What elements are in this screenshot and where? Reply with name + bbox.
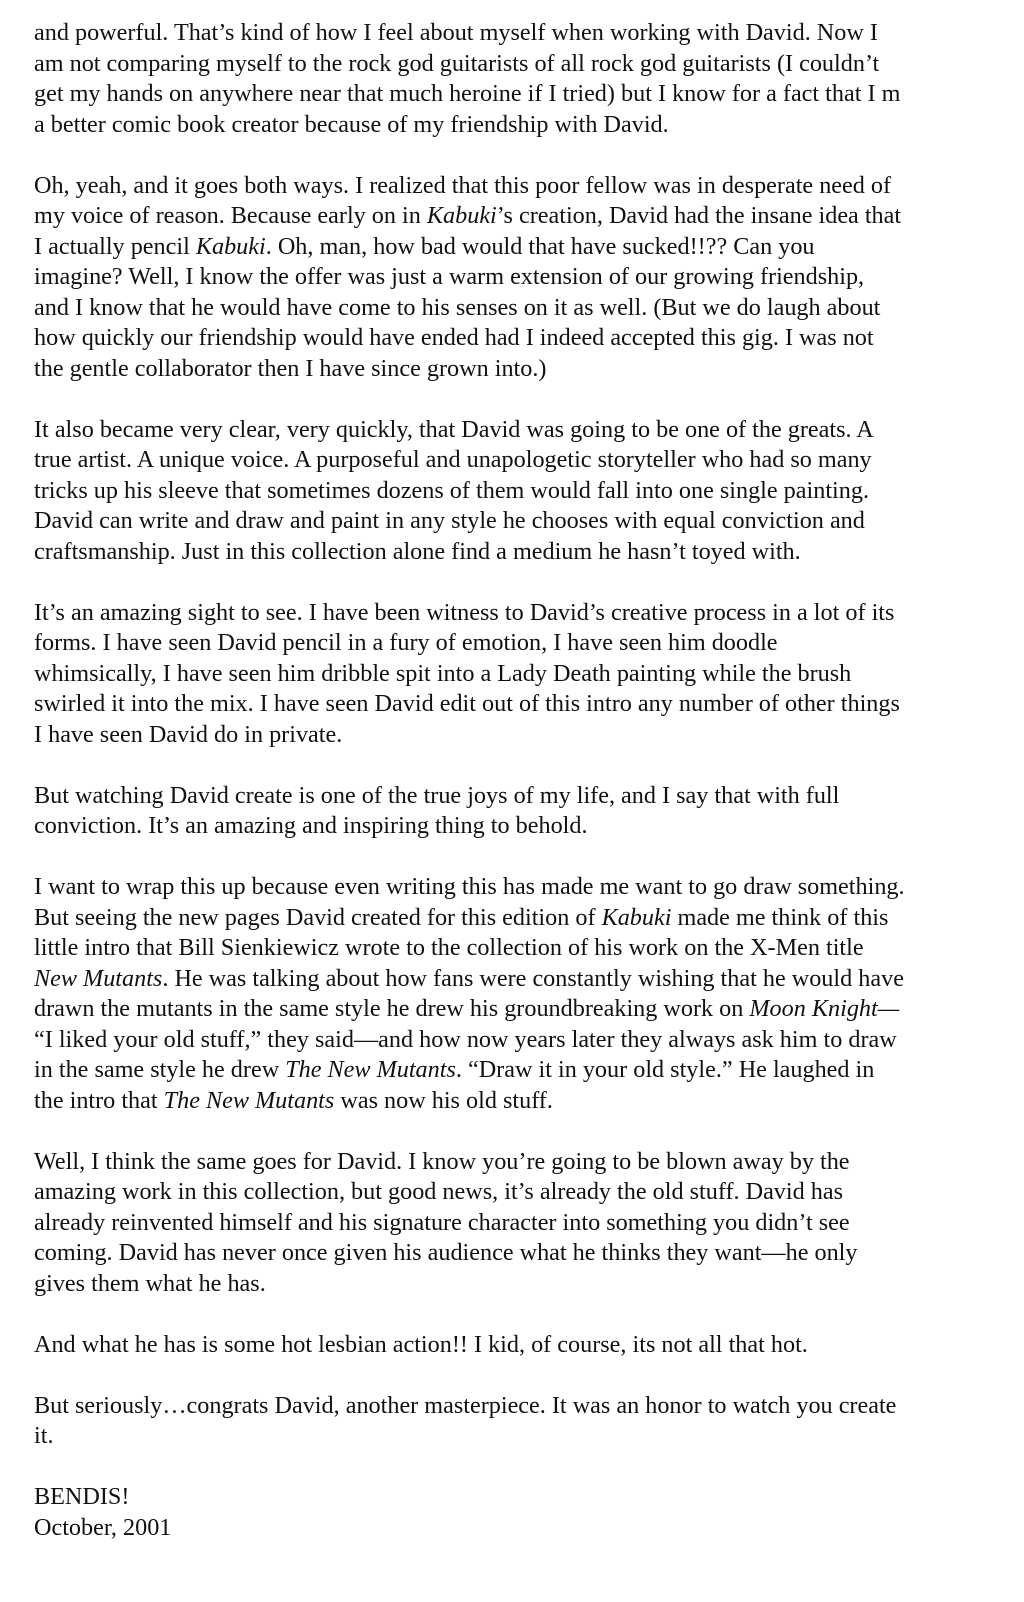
text-segment: already reinvented himself and his signature character into something you didn’t see: [34, 1208, 850, 1236]
text-line: [34, 476, 984, 507]
text-segment: it.: [34, 1422, 54, 1449]
text-line: [34, 232, 984, 263]
text-line: [34, 720, 984, 751]
text-line: [34, 994, 984, 1025]
signature-block: [34, 1482, 984, 1543]
text-line: [34, 262, 984, 293]
text-line: [34, 18, 984, 49]
text-segment: craftsmanship. Just in this collection alone find a medium he hasn’t toyed with.: [34, 537, 801, 565]
text-segment: It also became very clear, very quickly, that David was going to be one of the greats. A: [34, 415, 874, 443]
italic-text: New Mutants: [34, 964, 163, 992]
text-segment: I want to wrap this up because even writing this has made me want to go draw something.: [34, 873, 905, 900]
text-segment: amazing work in this collection, but good news, it’s already the old stuff. David has: [34, 1178, 844, 1205]
body-text: [34, 18, 984, 1452]
text-segment: It’s an amazing sight to see. I have been witness to David’s creative process in a lot of its: [34, 598, 895, 626]
text-segment: . Oh, man, how bad would that have sucked!!?? Can you: [265, 232, 815, 260]
paragraph: [34, 1391, 984, 1452]
text-segment: get my hands on anywhere near that much heroine if I tried) but I know for a fact that I m: [34, 80, 901, 107]
text-line: [34, 872, 984, 903]
text-segment: the intro that: [34, 1086, 164, 1114]
text-segment: conviction. It’s an amazing and inspiring thing to behold.: [34, 812, 588, 839]
paragraph: [34, 171, 984, 385]
text-line: [34, 1055, 984, 1086]
text-line: [34, 1025, 984, 1056]
paragraph: [34, 872, 984, 1116]
text-line: [34, 323, 984, 354]
text-segment: am not comparing myself to the rock god guitarists of all rock god guitarists (I couldn’t: [34, 49, 880, 77]
italic-text: Kabuki: [195, 232, 266, 260]
text-line: [34, 49, 984, 80]
text-segment: . He was talking about how fans were constantly wishing that he would have: [162, 964, 904, 992]
text-segment: I actually pencil: [34, 232, 196, 260]
text-line: [34, 415, 984, 446]
paragraph: [34, 415, 984, 568]
text-line: [34, 964, 984, 995]
text-line: [34, 811, 984, 842]
text-line: [34, 1269, 984, 1300]
paragraph: [34, 1330, 984, 1361]
text-segment: whimsically, I have seen him dribble spit into a Lady Death painting while the brush: [34, 659, 852, 687]
text-segment: Well, I think the same goes for David. I know you’re going to be blown away by the: [34, 1147, 850, 1175]
text-line: [34, 933, 984, 964]
text-segment: my voice of reason. Because early on in: [34, 202, 427, 229]
paragraph: [34, 18, 984, 140]
text-line: [34, 506, 984, 537]
text-line: [34, 1391, 984, 1422]
text-line: [34, 689, 984, 720]
text-segment: David can write and draw and paint in any style he chooses with equal conviction and: [34, 507, 865, 534]
text-segment: swirled it into the mix. I have seen David edit out of this intro any number of other things: [34, 690, 900, 717]
text-line: [34, 903, 984, 934]
text-segment: But watching David create is one of the true joys of my life, and I say that with full: [34, 781, 840, 809]
text-line: [34, 445, 984, 476]
text-line: [34, 659, 984, 690]
text-segment: I have seen David do in private.: [34, 720, 343, 748]
text-segment: true artist. A unique voice. A purposeful and unapologetic storyteller who had so many: [34, 446, 872, 473]
text-segment: the gentle collaborator then I have since grown into.): [34, 354, 547, 382]
text-line: [34, 628, 984, 659]
text-segment: . “Draw it in your old style.” He laughed in: [455, 1056, 875, 1083]
paragraph: [34, 781, 984, 842]
text-segment: Oh, yeah, and it goes both ways. I realized that this poor fellow was in desperate need of: [34, 171, 892, 199]
text-segment: little intro that Bill Sienkiewicz wrote to the collection of his work on the X-Men title: [34, 934, 864, 961]
text-segment: ’s creation, David had the insane idea that: [496, 202, 902, 229]
text-line: [34, 1330, 984, 1361]
text-segment: But seeing the new pages David created for this edition of: [34, 903, 602, 931]
text-line: [34, 354, 984, 385]
signature-name: BENDIS!: [34, 1483, 130, 1510]
text-segment: drawn the mutants in the same style he drew his groundbreaking work on: [34, 995, 750, 1022]
text-segment: And what he has is some hot lesbian action!! I kid, of course, its not all that hot.: [34, 1330, 808, 1358]
text-segment: tricks up his sleeve that sometimes dozens of them would fall into one single painting.: [34, 476, 869, 504]
text-segment: a better comic book creator because of my friendship with David.: [34, 110, 669, 138]
text-segment: and I know that he would have come to his senses on it as well. (But we do laugh about: [34, 293, 881, 321]
italic-text: Kabuki: [426, 202, 497, 229]
text-segment: “I liked your old stuff,” they said—and how now years later they always ask him to draw: [34, 1025, 897, 1053]
signature-date: October, 2001: [34, 1513, 172, 1541]
text-segment: gives them what he has.: [34, 1269, 266, 1297]
text-line: [34, 201, 984, 232]
text-segment: and powerful. That’s kind of how I feel about myself when working with David. Now I: [34, 19, 878, 46]
italic-text: The New Mutants: [285, 1056, 456, 1083]
italic-text: The New Mutants: [163, 1086, 335, 1114]
text-line: [34, 293, 984, 324]
text-segment: forms. I have seen David pencil in a fury of emotion, I have seen him doodle: [34, 629, 778, 656]
text-segment: made me think of this: [671, 903, 889, 931]
text-line: [34, 1421, 984, 1452]
text-line: [34, 781, 984, 812]
text-segment: in the same style he drew: [34, 1056, 286, 1083]
paragraph: [34, 598, 984, 751]
text-line: [34, 110, 984, 141]
text-line: [34, 598, 984, 629]
text-line: [34, 1147, 984, 1178]
text-segment: was now his old stuff.: [334, 1086, 553, 1114]
text-line: [34, 1086, 984, 1117]
text-segment: how quickly our friendship would have ended had I indeed accepted this gig. I was not: [34, 324, 874, 351]
text-line: [34, 1177, 984, 1208]
italic-text: Moon Knight—: [749, 995, 900, 1022]
text-line: [34, 537, 984, 568]
text-line: [34, 79, 984, 110]
text-line: [34, 171, 984, 202]
text-line: [34, 1208, 984, 1239]
italic-text: Kabuki: [601, 903, 672, 931]
text-segment: coming. David has never once given his audience what he thinks they want—he only: [34, 1239, 858, 1266]
text-segment: imagine? Well, I know the offer was just a warm extension of our growing friendship,: [34, 263, 865, 290]
text-segment: But seriously…congrats David, another masterpiece. It was an honor to watch you create: [34, 1391, 897, 1419]
text-line: [34, 1238, 984, 1269]
paragraph: [34, 1147, 984, 1300]
